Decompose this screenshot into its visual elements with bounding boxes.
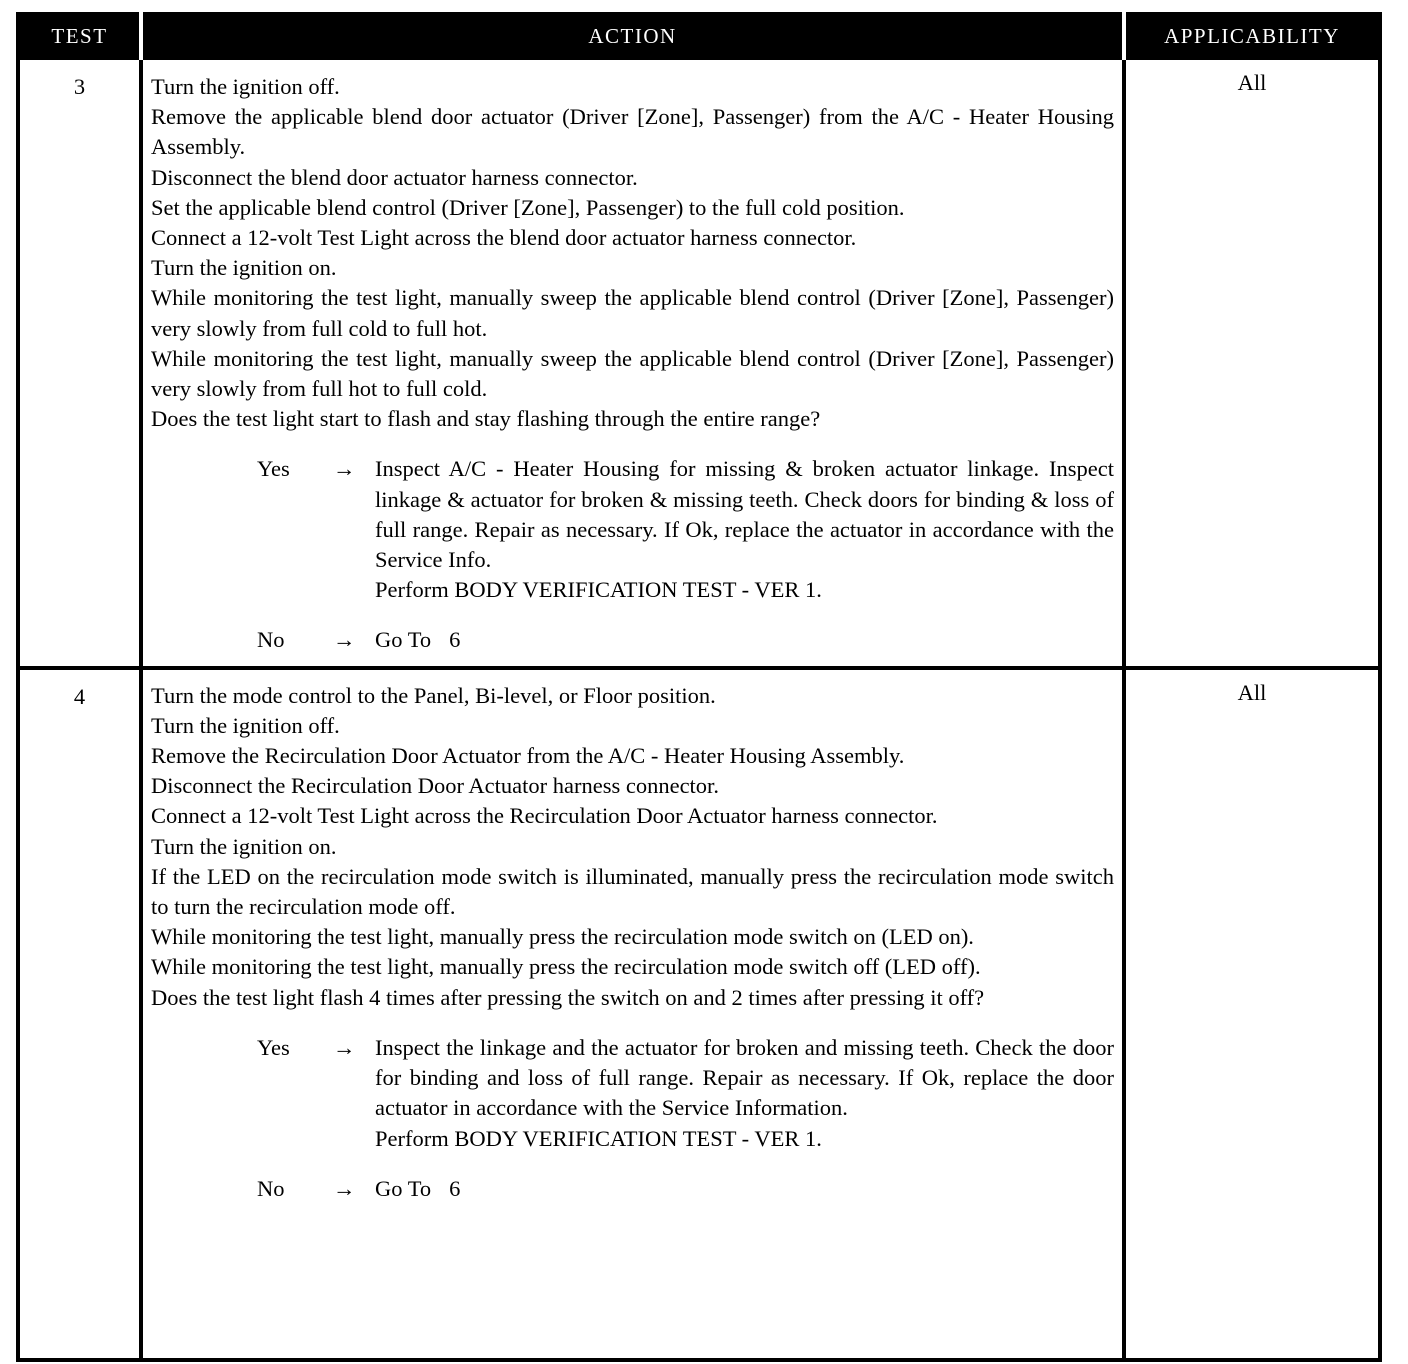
- action-step: While monitoring the test light, manually press the recirculation mode switch on (LED on).: [151, 924, 974, 950]
- test-number: 4: [73, 683, 86, 709]
- outcome-yes-label: Yes: [257, 1034, 290, 1060]
- action-step: Turn the ignition off.: [151, 712, 340, 738]
- outcome-yes-label: Yes: [257, 456, 290, 482]
- outcome-yes-verify: Perform BODY VERIFICATION TEST - VER 1.: [375, 577, 822, 603]
- action-step: While monitoring the test light, manually press the recirculation mode switch off (LED off).: [151, 954, 981, 980]
- outcome-no-label: No: [257, 627, 285, 653]
- applicability-value: All: [1237, 679, 1267, 705]
- action-step: Turn the ignition on.: [151, 255, 337, 281]
- action-step: Connect a 12-volt Test Light across the Recirculation Door Actuator harness connector.: [151, 803, 938, 829]
- action-step: Disconnect the blend door actuator harness connector.: [151, 164, 638, 190]
- outcome-yes: [151, 454, 1114, 605]
- applicability-value: All: [1237, 70, 1267, 95]
- test-number-cell: [18, 58, 141, 668]
- action-step: Set the applicable blend control (Driver [Zone], Passenger) to the full cold position.: [151, 194, 905, 220]
- outcome-yes-verify: Perform BODY VERIFICATION TEST - VER 1.: [375, 1125, 822, 1151]
- action-step: Remove the applicable blend door actuator (Driver [Zone], Passenger) from the A/C - Heater Housing Assembly.: [151, 104, 1114, 160]
- diagnostic-test-table: [16, 12, 1382, 1362]
- action-step: Does the test light flash 4 times after pressing the switch on and 2 times after pressing it off?: [151, 984, 985, 1010]
- outcome-no: [151, 625, 1114, 655]
- applicability-cell: [1124, 58, 1380, 668]
- action-step: While monitoring the test light, manually sweep the applicable blend control (Driver [Zone], Passenger) very slowly from full hot to full cold.: [151, 345, 1114, 402]
- outcome-no: [151, 1174, 1114, 1204]
- action-cell: [141, 58, 1124, 668]
- test-row-3: [18, 58, 1380, 668]
- action-step: Turn the ignition on.: [151, 833, 337, 859]
- outcome-yes-text: Inspect A/C - Heater Housing for missing & broken actuator linkage. Inspect linkage & actuator for broken & missing teeth. Check doors for binding & loss of full range. Repair as necessary. If Ok, replace the actuator in accordance with the Service Info.: [375, 456, 1114, 573]
- test-row-4: [18, 668, 1380, 1360]
- action-step: Turn the ignition off.: [151, 74, 340, 99]
- goto-text: Go To: [375, 627, 432, 653]
- action-step: If the LED on the recirculation mode switch is illuminated, manually press the recirculation mode switch to turn the recirculation mode off.: [151, 863, 1114, 920]
- outcome-yes-text: Inspect the linkage and the actuator for broken and missing teeth. Check the door for binding and loss of full range. Repair as necessary. If Ok, replace the door actuator in accordance with the Service Information.: [375, 1034, 1114, 1121]
- arrow-right-icon: →: [333, 1034, 356, 1060]
- arrow-right-icon: →: [333, 1175, 356, 1201]
- action-cell: [141, 668, 1124, 1360]
- arrow-right-icon: →: [333, 456, 356, 482]
- arrow-right-icon: →: [333, 627, 356, 653]
- goto-target-link[interactable]: 6: [449, 627, 461, 653]
- outcome-yes: [151, 1033, 1114, 1154]
- goto-text: Go To: [375, 1175, 432, 1201]
- header-action: ACTION: [141, 14, 1124, 58]
- action-step: Turn the mode control to the Panel, Bi-level, or Floor position.: [151, 682, 716, 708]
- action-step: While monitoring the test light, manually sweep the applicable blend control (Driver [Zone], Passenger) very slowly from full cold to full hot.: [151, 285, 1114, 341]
- action-step: Does the test light start to flash and stay flashing through the entire range?: [151, 406, 821, 432]
- action-step: Disconnect the Recirculation Door Actuator harness connector.: [151, 773, 719, 799]
- test-number: 3: [73, 74, 86, 99]
- outcome-no-label: No: [257, 1175, 285, 1201]
- test-number-cell: [18, 668, 141, 1360]
- header-applicability: APPLICABILITY: [1124, 14, 1380, 58]
- applicability-cell: [1124, 668, 1380, 1360]
- goto-target-link[interactable]: 6: [449, 1175, 461, 1201]
- action-step: Connect a 12-volt Test Light across the blend door actuator harness connector.: [151, 225, 857, 251]
- table-header-row: [18, 14, 1380, 58]
- action-step: Remove the Recirculation Door Actuator from the A/C - Heater Housing Assembly.: [151, 743, 905, 769]
- header-test: TEST: [18, 14, 141, 58]
